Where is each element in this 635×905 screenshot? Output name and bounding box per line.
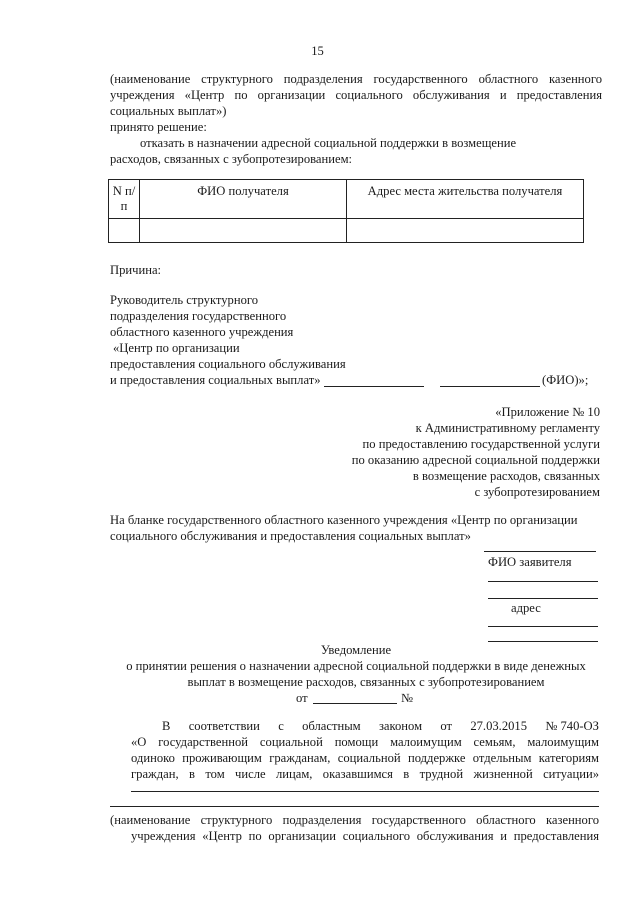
body-word: с	[278, 719, 284, 733]
applicant-fio-blank	[484, 551, 596, 552]
table-cell	[109, 219, 140, 243]
column-header-fio: ФИО получателя	[140, 180, 347, 219]
reason-label: Причина:	[110, 263, 162, 277]
body-line-4: граждан, в том числе лицам, оказавшимся в трудной жизненной ситуации»	[131, 767, 599, 781]
decision-label: принято решение:	[110, 120, 207, 134]
signature-line-6: и предоставления социальных выплат»	[110, 373, 321, 387]
appendix-line-4: по оказанию адресной социальной поддержки	[351, 453, 600, 467]
body-word: соответствии	[188, 719, 260, 733]
column-header-number: N п/п	[109, 180, 140, 219]
org-name-line-3: социальных выплат»)	[110, 104, 227, 118]
decision-line-2: расходов, связанных с зубопротезированием:	[110, 152, 353, 166]
page-number: 15	[311, 44, 324, 58]
column-header-address: Адрес места жительства получателя	[347, 180, 584, 219]
fio-blank	[440, 386, 540, 387]
appendix-line-5: в возмещение расходов, связанных	[412, 469, 600, 483]
applicant-blank-2	[488, 598, 598, 599]
appendix-line-2: к Административному регламенту	[415, 421, 600, 435]
table-header-row	[109, 180, 584, 219]
bottom-org-line-2: учреждения «Центр по организации социального обслуживания и предоставления	[131, 829, 599, 843]
applicant-address-label: адрес	[511, 601, 541, 615]
body-line-3: одиноко проживающим гражданам, социальной поддержке отдельным категориям	[131, 751, 599, 765]
signature-line-4: «Центр по организации	[113, 341, 240, 355]
blank-text-line-2: социального обслуживания и предоставления социальных выплат»	[110, 529, 471, 543]
applicant-fio-label: ФИО заявителя	[488, 555, 572, 569]
table-cell	[140, 219, 347, 243]
applicant-blank-1	[488, 581, 598, 582]
body-line-1	[162, 719, 599, 734]
notice-line-2: выплат в возмещение расходов, связанных с зубопротезированием	[187, 675, 545, 689]
body-word: от	[440, 719, 453, 733]
body-word: № 740-ОЗ	[545, 719, 599, 733]
org-name-line-1: (наименование структурного подразделения государственного областного казенного	[110, 72, 602, 86]
applicant-blank-3	[488, 626, 598, 627]
body-word: законом	[378, 719, 423, 733]
body-word: областным	[302, 719, 361, 733]
body-blank-2	[110, 806, 599, 807]
body-word: 27.03.2015	[470, 719, 527, 733]
signature-line-2: подразделения государственного	[110, 309, 287, 323]
notice-date-blank	[313, 703, 397, 704]
bottom-org-line-1: (наименование структурного подразделения государственного областного казенного	[110, 813, 599, 827]
signature-line-1: Руководитель структурного	[110, 293, 259, 307]
notice-title: Уведомление	[320, 643, 392, 657]
notice-from-label: от	[296, 691, 308, 705]
body-word: В	[162, 719, 171, 733]
body-blank-1	[131, 791, 599, 792]
appendix-line-6: с зубопротезированием	[474, 485, 600, 499]
appendix-line-3: по предоставлению государственной услуги	[362, 437, 600, 451]
appendix-line-1: «Приложение № 10	[495, 405, 600, 419]
org-name-line-2: учреждения «Центр по организации социального обслуживания и предоставления	[110, 88, 602, 102]
fio-label: (ФИО)»;	[542, 373, 589, 387]
decision-line-1: отказать в назначении адресной социальной поддержки в возмещение	[140, 136, 517, 150]
signature-blank	[324, 386, 424, 387]
blank-text-line-1: На бланке государственного областного казенного учреждения «Центр по организации	[110, 513, 578, 527]
table-row	[109, 219, 584, 243]
signature-line-5: предоставления социального обслуживания	[110, 357, 346, 371]
notice-line-1: о принятии решения о назначении адресной социальной поддержки в виде денежных	[126, 659, 586, 673]
body-line-2: «О государственной социальной помощи малоимущим семьям, малоимущим	[131, 735, 599, 749]
notice-number-label: №	[401, 691, 414, 705]
applicant-blank-4	[488, 641, 598, 642]
table-cell	[347, 219, 584, 243]
recipients-table	[108, 179, 584, 243]
signature-line-3: областного казенного учреждения	[110, 325, 294, 339]
